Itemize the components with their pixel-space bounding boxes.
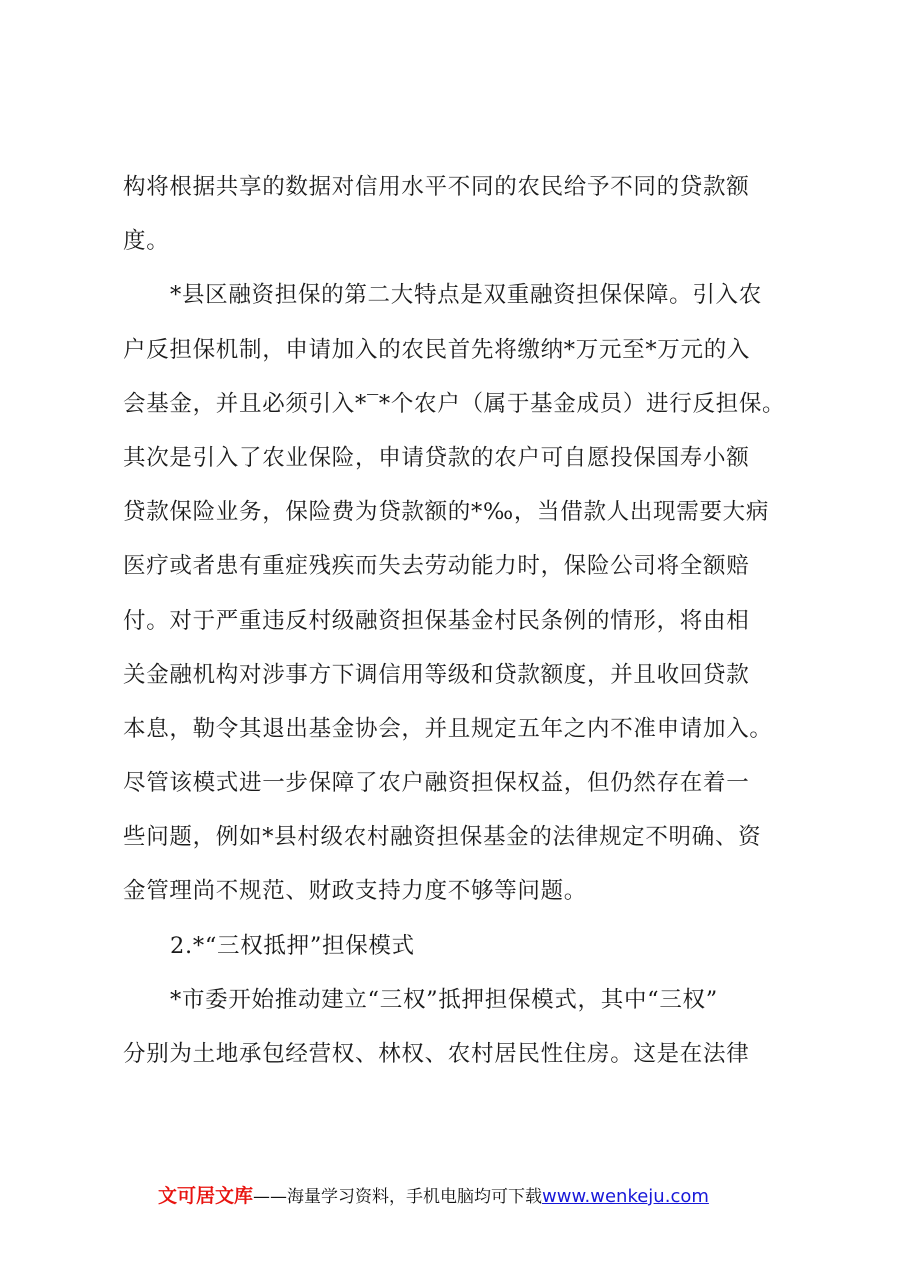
document-body	[123, 160, 823, 1081]
paragraph-line: 付。对于严重违反村级融资担保基金村民条例的情形，将由相	[123, 607, 750, 634]
paragraph-line: 本息，勒令其退出基金协会，并且规定五年之内不准申请加入。	[123, 715, 773, 742]
paragraph-line: 度。	[123, 228, 170, 255]
paragraph-line: 会基金，并且必须引入*‾*个农户（属于基金成员）进行反担保。	[123, 390, 786, 417]
paragraph-line: *市委开始推动建立“三权”抵押担保模式，其中“三权”	[170, 986, 718, 1013]
footer-link[interactable]: www.wenkeju.com	[542, 1186, 709, 1207]
footer-banner	[158, 1181, 709, 1212]
paragraph-line: 金管理尚不规范、财政支持力度不够等问题。	[123, 878, 588, 905]
paragraph-line: 贷款保险业务，保险费为贷款额的*‰，当借款人出现需要大病	[123, 499, 770, 526]
paragraph-line: 关金融机构对涉事方下调信用等级和贷款额度，并且收回贷款	[123, 661, 750, 688]
footer-brand: 文可居文库	[158, 1185, 254, 1207]
paragraph-line: 其次是引入了农业保险，申请贷款的农户可自愿投保国寿小额	[123, 444, 750, 471]
paragraph-line: 构将根据共享的数据对信用水平不同的农民给予不同的贷款额	[123, 174, 750, 200]
section-heading: 2.*“三权抵押”担保模式	[170, 932, 415, 959]
footer-tagline: ——海量学习资料，手机电脑均可下载	[253, 1187, 543, 1207]
paragraph-line: 尽管该模式进一步保障了农户融资担保权益，但仍然存在着一	[123, 770, 750, 797]
paragraph-line: 分别为土地承包经营权、林权、农村居民性住房。这是在法律	[123, 1041, 750, 1067]
paragraph-line: 些问题，例如*县村级农村融资担保基金的法律规定不明确、资	[123, 824, 762, 851]
paragraph-line: *县区融资担保的第二大特点是双重融资担保保障。引入农	[170, 282, 762, 309]
paragraph-line: 医疗或者患有重症残疾而失去劳动能力时，保险公司将全额赔	[123, 553, 750, 580]
paragraph-line: 户反担保机制，申请加入的农民首先将缴纳*万元至*万元的入	[123, 336, 751, 363]
